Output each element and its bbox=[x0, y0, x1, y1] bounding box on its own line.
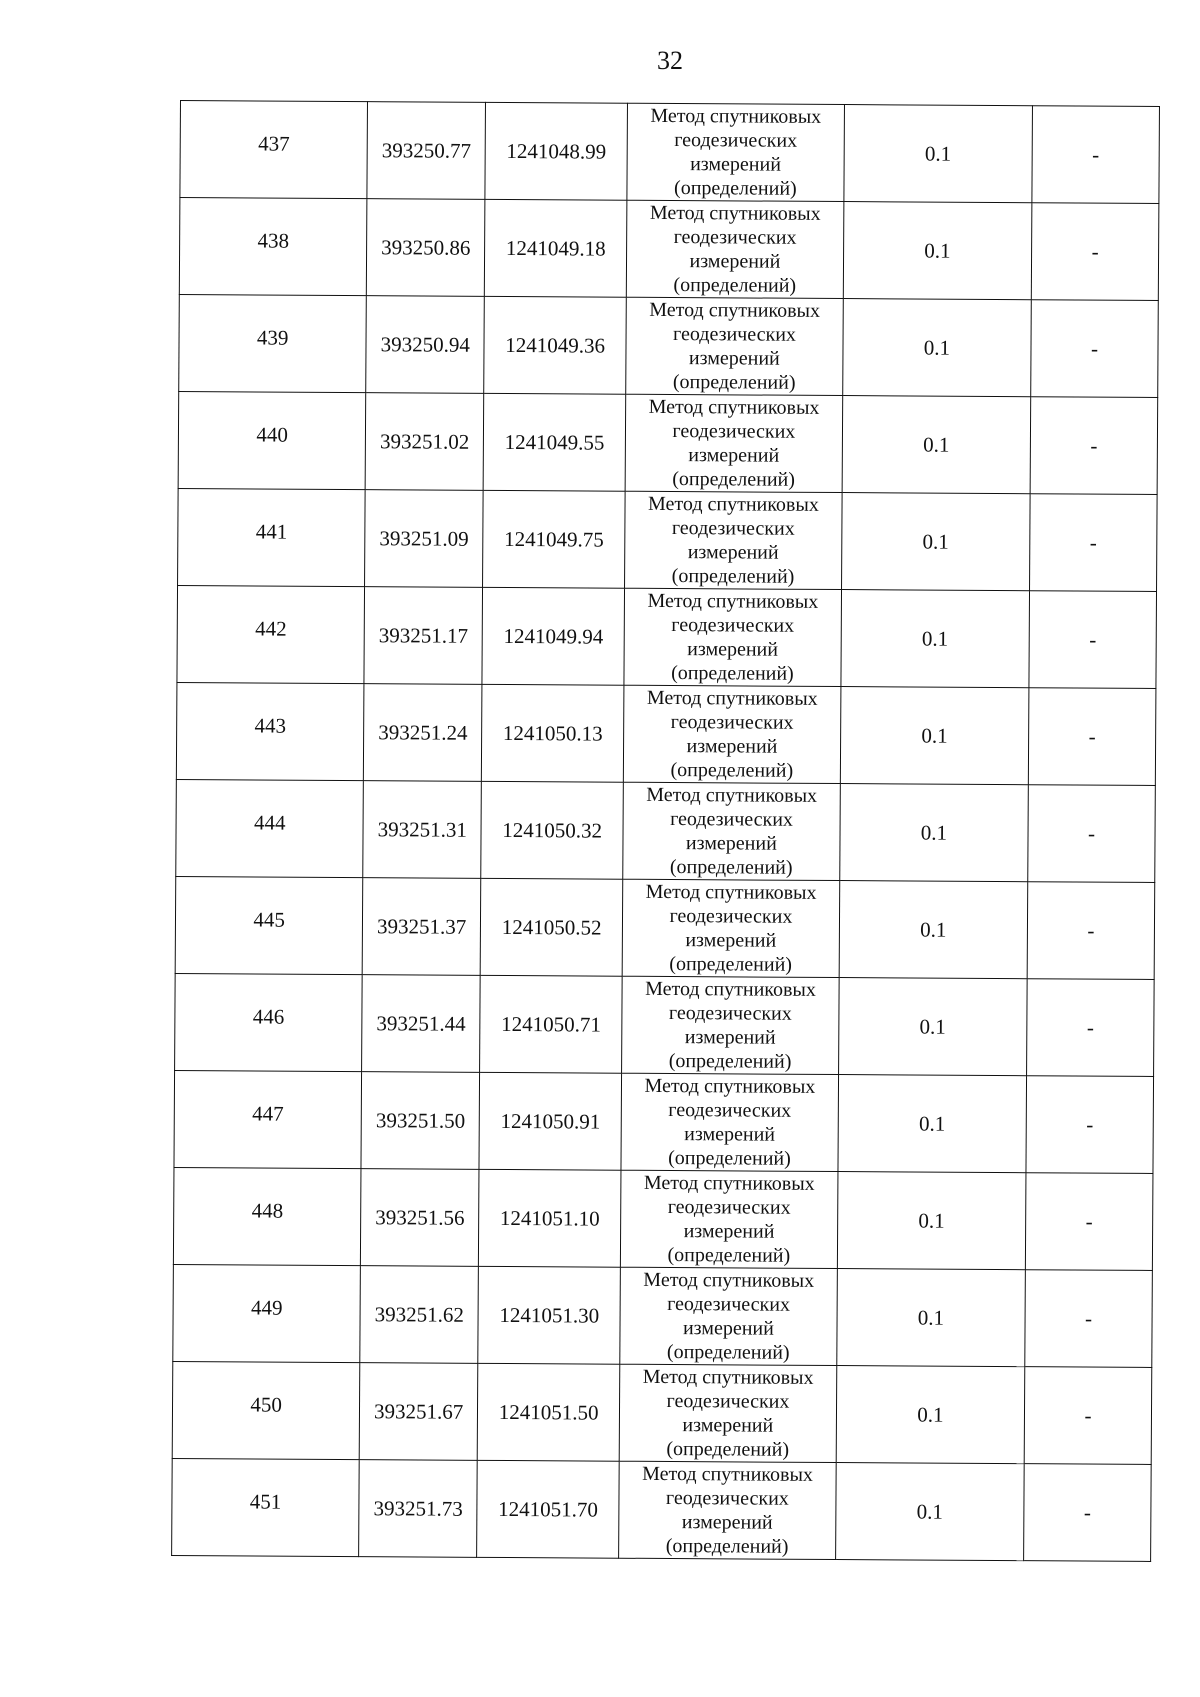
method-text-line: Метод спутниковых bbox=[643, 1268, 815, 1292]
method-cell bbox=[626, 200, 843, 298]
method-text-line: геодезических bbox=[671, 517, 795, 540]
method-text-line: измерений bbox=[682, 1414, 774, 1437]
method-text-line: (определений) bbox=[669, 856, 793, 879]
x-coordinate-cell: 393251.62 bbox=[360, 1266, 478, 1364]
coordinates-table-body bbox=[172, 101, 1160, 1562]
point-number-cell: 445 bbox=[175, 876, 363, 974]
page-number: 32 bbox=[657, 46, 683, 75]
method-cell bbox=[624, 588, 841, 686]
accuracy-cell: 0.1 bbox=[835, 1463, 1024, 1561]
method-cell bbox=[622, 879, 839, 977]
y-coordinate-cell: 1241049.94 bbox=[482, 587, 625, 685]
method-cell bbox=[623, 685, 840, 783]
method-text-line: Метод спутниковых bbox=[647, 589, 819, 613]
y-coordinate-cell: 1241051.70 bbox=[477, 1460, 620, 1558]
note-cell: - bbox=[1031, 300, 1159, 398]
method-cell bbox=[620, 1267, 837, 1365]
method-text-line: Метод спутниковых bbox=[646, 686, 818, 710]
method-text-line: измерений bbox=[685, 929, 777, 952]
method-text-line: Метод спутниковых bbox=[649, 201, 821, 225]
method-text-line: Метод спутниковых bbox=[642, 1365, 814, 1389]
point-number-cell: 437 bbox=[180, 101, 368, 199]
y-coordinate-cell: 1241051.30 bbox=[478, 1266, 621, 1364]
point-number-cell: 441 bbox=[178, 488, 366, 586]
method-text-line: (определений) bbox=[666, 1437, 790, 1461]
y-coordinate-cell: 1241048.99 bbox=[485, 102, 628, 200]
method-cell bbox=[619, 1364, 836, 1462]
method-text-line: измерений bbox=[689, 250, 781, 273]
note-cell: - bbox=[1028, 785, 1156, 883]
note-cell: - bbox=[1026, 1076, 1154, 1174]
note-cell: - bbox=[1029, 591, 1157, 689]
accuracy-cell: 0.1 bbox=[843, 202, 1032, 300]
accuracy-cell: 0.1 bbox=[841, 493, 1030, 591]
method-text-line: Метод спутниковых bbox=[642, 1462, 813, 1486]
method-text-line: (определений) bbox=[668, 1050, 792, 1073]
x-coordinate-cell: 393251.09 bbox=[365, 490, 483, 588]
method-text-line: геодезических bbox=[668, 1002, 792, 1025]
note-cell: - bbox=[1025, 1173, 1153, 1271]
method-text-line: геодезических bbox=[665, 1486, 789, 1510]
y-coordinate-cell: 1241049.18 bbox=[484, 199, 627, 297]
method-cell bbox=[623, 782, 840, 880]
point-number-cell: 449 bbox=[173, 1264, 361, 1362]
method-text-line: геодезических bbox=[670, 808, 794, 831]
method-text-line: геодезических bbox=[672, 323, 797, 346]
method-text-line: Метод спутниковых bbox=[645, 880, 817, 904]
x-coordinate-cell: 393250.77 bbox=[367, 102, 485, 200]
note-cell: - bbox=[1027, 979, 1155, 1077]
x-coordinate-cell: 393251.37 bbox=[362, 878, 480, 976]
y-coordinate-cell: 1241051.10 bbox=[479, 1169, 622, 1267]
table-row bbox=[177, 585, 1157, 688]
accuracy-cell: 0.1 bbox=[842, 396, 1031, 494]
y-coordinate-cell: 1241051.50 bbox=[477, 1363, 620, 1461]
y-coordinate-cell: 1241049.55 bbox=[483, 393, 626, 491]
coordinates-table bbox=[171, 100, 1160, 1562]
x-coordinate-cell: 393251.56 bbox=[361, 1169, 479, 1267]
note-cell: - bbox=[1028, 688, 1156, 786]
table-row bbox=[178, 488, 1158, 591]
method-text-line: геодезических bbox=[674, 129, 798, 152]
accuracy-cell: 0.1 bbox=[838, 1075, 1027, 1173]
method-text-line: (определений) bbox=[672, 371, 796, 394]
method-text-line: геодезических bbox=[667, 1196, 791, 1219]
table-row bbox=[180, 101, 1160, 204]
method-text-line: измерений bbox=[688, 444, 780, 467]
table-row bbox=[176, 682, 1156, 785]
table-row bbox=[179, 294, 1159, 397]
x-coordinate-cell: 393251.17 bbox=[364, 587, 482, 685]
method-text-line: измерений bbox=[685, 832, 777, 855]
method-cell bbox=[625, 491, 842, 589]
x-coordinate-cell: 393251.67 bbox=[360, 1363, 478, 1461]
y-coordinate-cell: 1241050.32 bbox=[481, 781, 624, 879]
point-number-cell: 440 bbox=[178, 391, 366, 489]
method-text-line: (определений) bbox=[671, 662, 794, 685]
y-coordinate-cell: 1241049.36 bbox=[484, 296, 627, 394]
method-text-line: (определений) bbox=[666, 1340, 790, 1364]
method-text-line: измерений bbox=[681, 1511, 773, 1534]
point-number-cell: 450 bbox=[172, 1361, 360, 1459]
table-row bbox=[173, 1264, 1153, 1367]
point-number-cell: 438 bbox=[179, 198, 367, 296]
method-cell bbox=[619, 1461, 836, 1559]
x-coordinate-cell: 393251.73 bbox=[359, 1460, 477, 1558]
method-cell bbox=[627, 103, 844, 201]
method-cell bbox=[621, 1073, 838, 1171]
method-text-line: Метод спутниковых bbox=[648, 395, 820, 419]
method-text-line: (определений) bbox=[667, 1244, 791, 1267]
accuracy-cell: 0.1 bbox=[838, 978, 1027, 1076]
method-text-line: (определений) bbox=[671, 565, 795, 588]
method-text-line: (определений) bbox=[669, 953, 793, 976]
method-text-line: Метод спутниковых bbox=[644, 1074, 816, 1098]
method-text-line: (определений) bbox=[668, 1147, 791, 1170]
method-text-line: измерений bbox=[683, 1220, 775, 1243]
method-text-line: Метод спутниковых bbox=[643, 1171, 815, 1195]
accuracy-cell: 0.1 bbox=[841, 590, 1030, 688]
table-row bbox=[178, 391, 1158, 494]
method-cell bbox=[621, 1170, 838, 1268]
point-number-cell: 442 bbox=[177, 585, 365, 683]
method-text-line: измерений bbox=[687, 541, 779, 564]
method-text-line: измерений bbox=[684, 1026, 776, 1049]
note-cell: - bbox=[1030, 494, 1158, 592]
method-text-line: Метод спутниковых bbox=[650, 104, 822, 128]
method-text-line: измерений bbox=[690, 153, 782, 176]
table-row bbox=[175, 876, 1155, 979]
accuracy-cell: 0.1 bbox=[839, 784, 1028, 882]
accuracy-cell: 0.1 bbox=[842, 299, 1031, 397]
point-number-cell: 446 bbox=[175, 973, 363, 1071]
table-row bbox=[173, 1167, 1153, 1270]
method-text-line: геодезических bbox=[672, 420, 796, 443]
note-cell: - bbox=[1030, 397, 1158, 495]
accuracy-cell: 0.1 bbox=[840, 687, 1029, 785]
note-cell: - bbox=[1031, 203, 1159, 301]
method-text-line: геодезических bbox=[673, 226, 797, 249]
method-text-line: геодезических bbox=[667, 1292, 791, 1316]
point-number-cell: 451 bbox=[172, 1458, 360, 1556]
x-coordinate-cell: 393251.02 bbox=[365, 393, 483, 491]
method-text-line: измерений bbox=[684, 1123, 776, 1146]
accuracy-cell: 0.1 bbox=[837, 1172, 1026, 1270]
y-coordinate-cell: 1241049.75 bbox=[483, 490, 626, 588]
method-text-line: Метод спутниковых bbox=[646, 783, 818, 807]
method-text-line: (определений) bbox=[672, 468, 796, 491]
method-text-line: геодезических bbox=[666, 1389, 790, 1413]
coordinates-table-wrapper bbox=[171, 100, 1160, 1562]
y-coordinate-cell: 1241050.91 bbox=[479, 1072, 622, 1170]
accuracy-cell: 0.1 bbox=[844, 105, 1033, 203]
method-text-line: геодезических bbox=[668, 1099, 792, 1122]
note-cell: - bbox=[1024, 1464, 1152, 1562]
x-coordinate-cell: 393251.24 bbox=[364, 684, 482, 782]
method-cell bbox=[622, 976, 839, 1074]
accuracy-cell: 0.1 bbox=[839, 881, 1028, 979]
y-coordinate-cell: 1241050.13 bbox=[481, 684, 624, 782]
method-text-line: измерений bbox=[686, 735, 778, 758]
x-coordinate-cell: 393250.86 bbox=[367, 199, 485, 297]
point-number-cell: 439 bbox=[179, 294, 367, 392]
x-coordinate-cell: 393251.50 bbox=[361, 1072, 479, 1170]
table-row bbox=[175, 973, 1155, 1076]
table-row bbox=[176, 779, 1156, 882]
method-cell bbox=[625, 394, 842, 492]
y-coordinate-cell: 1241050.71 bbox=[480, 975, 623, 1073]
note-cell: - bbox=[1025, 1270, 1153, 1368]
table-row bbox=[172, 1361, 1152, 1464]
method-text-line: Метод спутниковых bbox=[645, 977, 816, 1001]
accuracy-cell: 0.1 bbox=[836, 1366, 1025, 1464]
method-text-line: геодезических bbox=[671, 614, 795, 637]
x-coordinate-cell: 393250.94 bbox=[366, 296, 484, 394]
accuracy-cell: 0.1 bbox=[836, 1269, 1025, 1367]
point-number-cell: 448 bbox=[173, 1167, 361, 1265]
method-text-line: геодезических bbox=[670, 711, 794, 734]
method-text-line: Метод спутниковых bbox=[648, 492, 819, 516]
method-text-line: измерений bbox=[688, 347, 780, 370]
note-cell: - bbox=[1024, 1367, 1152, 1465]
point-number-cell: 443 bbox=[176, 682, 364, 780]
point-number-cell: 444 bbox=[176, 779, 364, 877]
method-text-line: (определений) bbox=[673, 177, 797, 200]
y-coordinate-cell: 1241050.52 bbox=[480, 878, 623, 976]
method-text-line: (определений) bbox=[673, 274, 797, 297]
method-text-line: (определений) bbox=[665, 1534, 789, 1558]
point-number-cell: 447 bbox=[174, 1070, 362, 1168]
method-text-line: геодезических bbox=[669, 905, 793, 928]
method-text-line: Метод спутниковых bbox=[649, 298, 821, 322]
method-text-line: измерений bbox=[682, 1317, 774, 1340]
table-row bbox=[172, 1458, 1152, 1561]
x-coordinate-cell: 393251.31 bbox=[363, 781, 481, 879]
note-cell: - bbox=[1032, 106, 1160, 204]
table-row bbox=[174, 1070, 1154, 1173]
note-cell: - bbox=[1027, 882, 1155, 980]
table-row bbox=[179, 198, 1159, 301]
x-coordinate-cell: 393251.44 bbox=[362, 975, 480, 1073]
method-text-line: (определений) bbox=[670, 759, 794, 782]
method-cell bbox=[626, 297, 843, 395]
method-text-line: измерений bbox=[687, 638, 779, 661]
